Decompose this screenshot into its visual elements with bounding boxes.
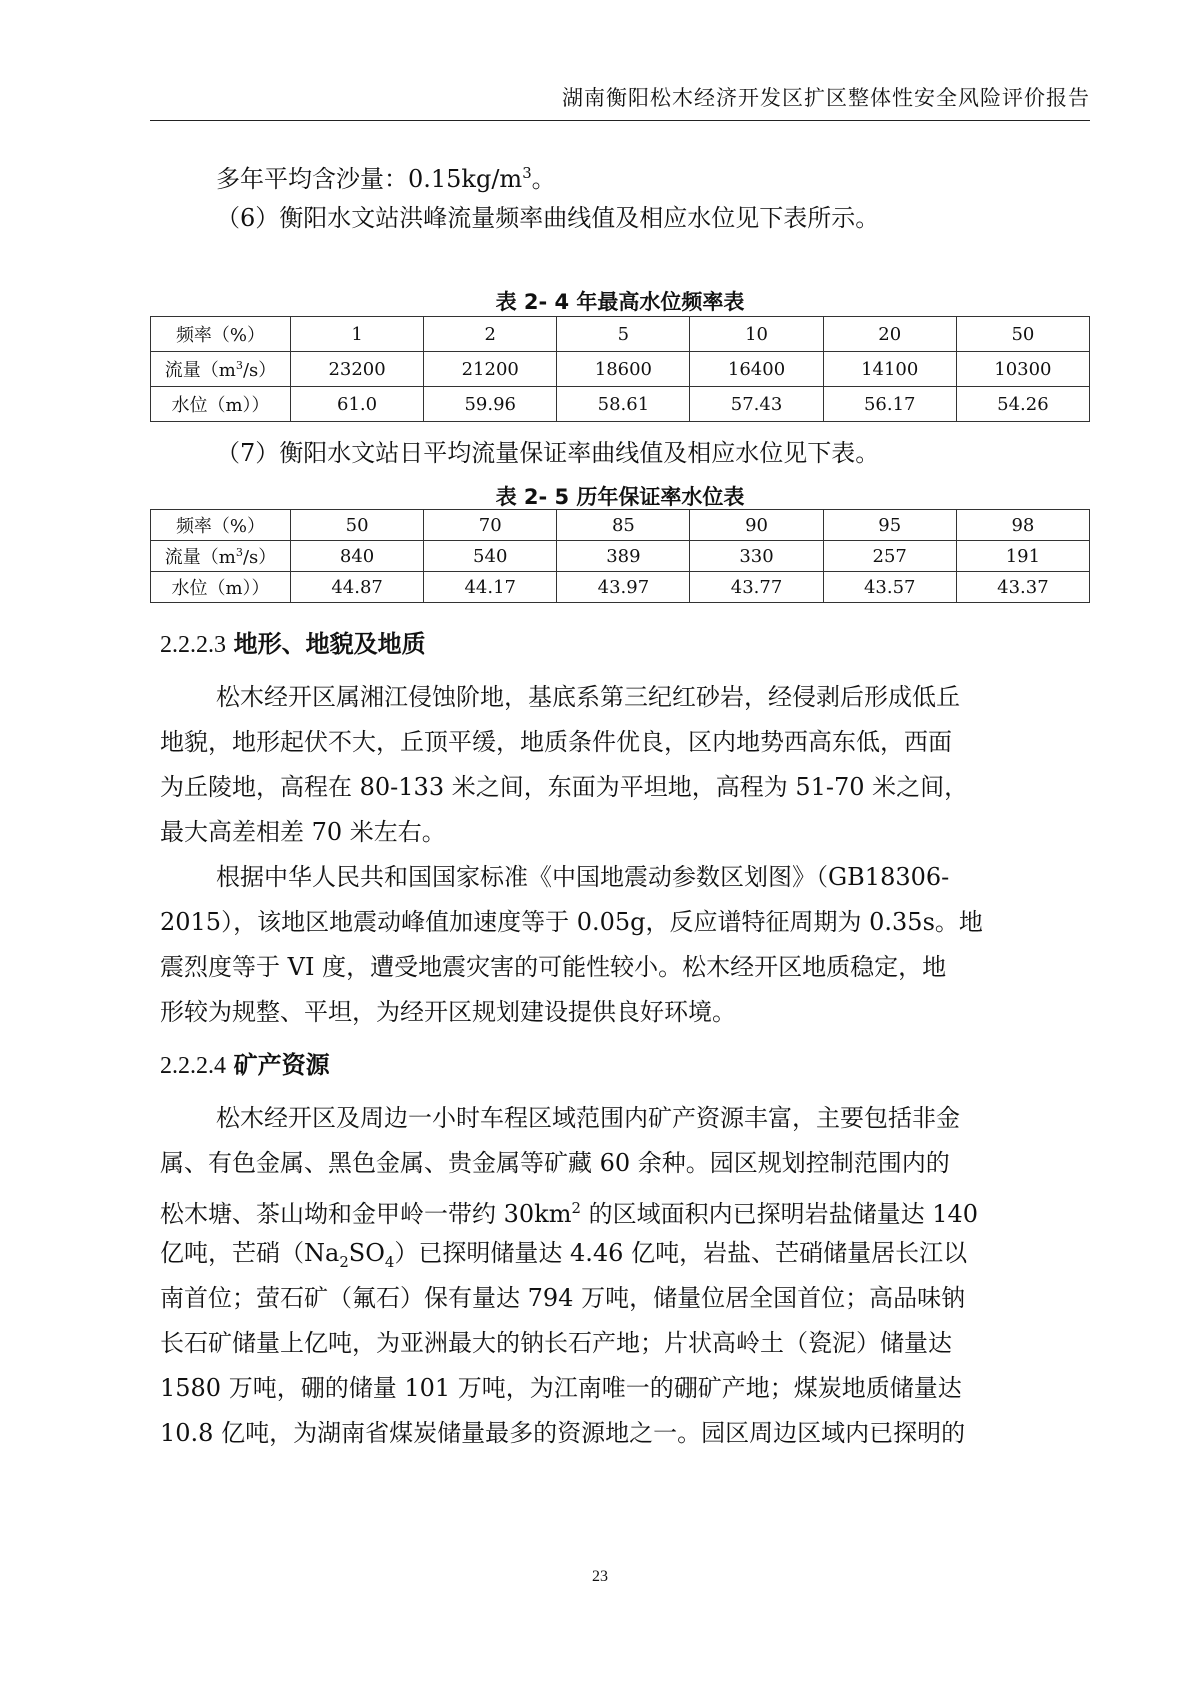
table-cell: 95 [823, 510, 956, 541]
mineral-paragraph-line: 1580 万吨，硼的储量 101 万吨，为江南唯一的硼矿产地；煤炭地质储量达 [160, 1374, 962, 1402]
table-row [151, 541, 1090, 572]
table-cell: 43.77 [690, 572, 823, 603]
table-cell: 44.87 [291, 572, 424, 603]
seismic-paragraph-line: 形较为规整、平坦，为经开区规划建设提供良好环境。 [160, 998, 736, 1026]
table-cell: 70 [424, 510, 557, 541]
page-number: 23 [592, 1568, 608, 1585]
page-header [150, 80, 1090, 121]
mineral-paragraph-line: 南首位；萤石矿（氟石）保有量达 794 万吨，储量位居全国首位；高品味钠 [160, 1284, 966, 1312]
row-header-cell: 流量$(m^3/s)$ [151, 352, 291, 387]
table-cell: 43.37 [956, 572, 1089, 603]
table-cell: 61.0 [291, 387, 424, 422]
table-cell: 57.43 [690, 387, 823, 422]
table-row [151, 387, 1090, 422]
table-2-5 [150, 509, 1090, 603]
row-header-cell: 频率（%） [151, 317, 291, 352]
table-cell: 43.57 [823, 572, 956, 603]
table-cell: 840 [291, 541, 424, 572]
table-cell: 59.96 [424, 387, 557, 422]
table-cell: 10300 [956, 352, 1089, 387]
terrain-paragraph-line: 地貌，地形起伏不大，丘顶平缓，地质条件优良，区内地势西高东低，西面 [160, 728, 952, 756]
table-cell: 1 [291, 317, 424, 352]
table-cell: 16400 [690, 352, 823, 387]
sediment-line: 多年平均含沙量：$0.15kg/m^3$。 [216, 164, 556, 193]
table-2-5-caption: 表 2- 5 历年保证率水位表 [495, 485, 745, 509]
table-cell: 14100 [823, 352, 956, 387]
mineral-paragraph-line: 松木塘、茶山坳和金甲岭一带约 $30km^2$ 的区域面积内已探明岩盐储量达 140 [160, 1199, 979, 1228]
mineral-paragraph-line: 松木经开区及周边一小时车程区域范围内矿产资源丰富，主要包括非金 [216, 1104, 960, 1132]
table-cell: 90 [690, 510, 823, 541]
table-cell: 191 [956, 541, 1089, 572]
table-cell: 98 [956, 510, 1089, 541]
table-2-4-caption: 表 2- 4 年最高水位频率表 [495, 290, 745, 314]
seismic-paragraph-line: 2015），该地区地震动峰值加速度等于 0.05g，反应谱特征周期为 0.35s。地 [160, 908, 983, 936]
table-cell: 20 [823, 317, 956, 352]
table-cell: 5 [557, 317, 690, 352]
mineral-paragraph-line: 属、有色金属、黑色金属、贵金属等矿藏 60 余种。园区规划控制范围内的 [160, 1149, 950, 1177]
table-cell: 54.26 [956, 387, 1089, 422]
table-row [151, 317, 1090, 352]
table-cell: 21200 [424, 352, 557, 387]
table-row [151, 352, 1090, 387]
table-cell: 18600 [557, 352, 690, 387]
terrain-paragraph-line: 松木经开区属湘江侵蚀阶地，基底系第三纪红砂岩，经侵剥后形成低丘 [216, 683, 960, 711]
row-header-cell: 水位（m）） [151, 387, 291, 422]
row-header-cell: 频率（%） [151, 510, 291, 541]
row-header-cell: 流量$(m^3/s)$ [151, 541, 291, 572]
table-row [151, 572, 1090, 603]
seismic-paragraph-line: 震烈度等于 VI 度，遭受地震灾害的可能性较小。松木经开区地质稳定，地 [160, 953, 947, 981]
table-cell: 540 [424, 541, 557, 572]
mineral-paragraph-line: 10.8 亿吨，为湖南省煤炭储量最多的资源地之一。园区周边区域内已探明的 [160, 1419, 966, 1447]
terrain-paragraph-line: 为丘陵地，高程在 80-133 米之间，东面为平坦地，高程为 51-70 米之间， [160, 773, 969, 801]
table-cell: 58.61 [557, 387, 690, 422]
table-cell: 23200 [291, 352, 424, 387]
table-cell: 389 [557, 541, 690, 572]
seismic-paragraph-line: 根据中华人民共和国国家标准《中国地震动参数区划图》（GB18306- [216, 863, 950, 891]
row-header-cell: 水位（m）） [151, 572, 291, 603]
section-heading-2-2-2-3: 2.2.2.3 地形、地貌及地质 [160, 630, 426, 658]
table-cell: 2 [424, 317, 557, 352]
terrain-paragraph-line: 最大高差相差 70 米左右。 [160, 818, 446, 846]
mineral-paragraph-line: 长石矿储量上亿吨，为亚洲最大的钠长石产地；片状高岭土（瓷泥）储量达 [160, 1329, 952, 1357]
table-row [151, 510, 1090, 541]
table-cell: 50 [291, 510, 424, 541]
table-cell: 10 [690, 317, 823, 352]
table-cell: 43.97 [557, 572, 690, 603]
table-cell: 50 [956, 317, 1089, 352]
table-cell: 56.17 [823, 387, 956, 422]
table-cell: 257 [823, 541, 956, 572]
section-heading-2-2-2-4: 2.2.2.4 矿产资源 [160, 1051, 330, 1079]
mineral-paragraph-line: 亿吨，芒硝$(Na_2SO_4)$已探明储量达 4.46 亿吨，岩盐、芒硝储量居长江以 [160, 1239, 968, 1271]
header-title: 湖南衡阳松木经济开发区扩区整体性安全风险评价报告 [562, 86, 1090, 110]
table-cell: 330 [690, 541, 823, 572]
item-7-paragraph: （7）衡阳水文站日平均流量保证率曲线值及相应水位见下表。 [216, 439, 880, 467]
table-cell: 44.17 [424, 572, 557, 603]
item-6-paragraph: （6）衡阳水文站洪峰流量频率曲线值及相应水位见下表所示。 [216, 204, 880, 232]
table-cell: 85 [557, 510, 690, 541]
table-2-4 [150, 316, 1090, 422]
